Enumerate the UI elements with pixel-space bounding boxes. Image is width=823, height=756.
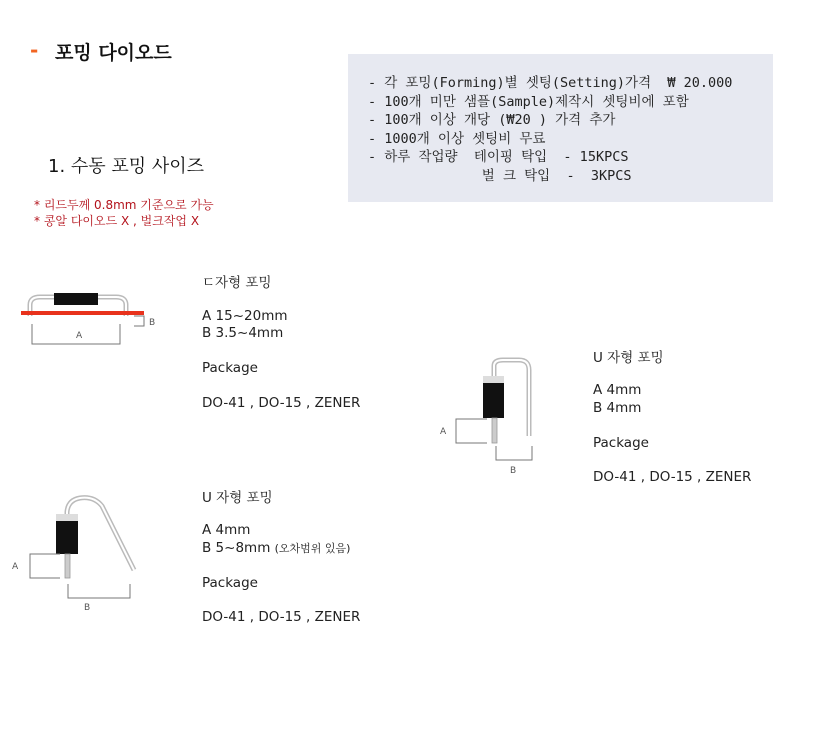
note-lead-thickness: * 리드두께 0.8mm 기준으로 가능 — [34, 198, 214, 212]
u-form-wide-diagram — [8, 492, 158, 614]
notice-line: - 100개 미만 샘플(Sample)제작시 셋팅비에 포함 — [368, 93, 689, 110]
label-b: B — [149, 318, 156, 328]
package-label: Package — [593, 435, 649, 451]
diode-body — [54, 293, 98, 305]
form-title: U 자형 포밍 — [593, 350, 664, 366]
label-a: A — [12, 562, 19, 572]
lead-bottom — [492, 418, 497, 443]
dimension-b-value: B 4mm — [593, 400, 642, 416]
title-bullet: - — [30, 38, 39, 62]
label-b: B — [510, 466, 517, 476]
package-list: DO-41 , DO-15 , ZENER — [202, 395, 361, 411]
tolerance-note: (오차범위 있음) — [274, 542, 351, 555]
notice-line: - 각 포밍(Forming)별 셋팅(Setting)가격 ₩ 20.000 — [368, 75, 733, 91]
dimension-b — [496, 446, 532, 460]
board-line — [21, 311, 144, 315]
form-title: U 자형 포밍 — [202, 490, 273, 506]
notice-line: - 하루 작업량 테이핑 탁입 - 15KPCS — [368, 149, 629, 165]
diode-band — [483, 376, 504, 383]
form-title: ㄷ자형 포밍 — [202, 275, 272, 291]
notice-line: 벌 크 탁입 - 3KPCS — [368, 167, 632, 184]
note-restriction: * 콩알 다이오드 X , 벌크작업 X — [34, 214, 200, 228]
dimension-a-value: A 4mm — [202, 522, 251, 538]
dimension-b-value: B 5~8mm — [202, 540, 271, 556]
dimension-a-value: A 4mm — [593, 382, 642, 398]
package-label: Package — [202, 360, 258, 376]
u-form-diagram — [437, 356, 547, 476]
notice-line: - 1000개 이상 셋팅비 무료 — [368, 130, 546, 147]
package-list: DO-41 , DO-15 , ZENER — [202, 609, 361, 625]
dimension-b-row — [202, 540, 350, 556]
page-title: 포밍 다이오드 — [55, 42, 172, 64]
dimension-b — [134, 316, 144, 326]
notice-line: - 100개 이상 개당 (₩20 ) 가격 추가 — [368, 112, 616, 128]
c-form-diagram — [16, 284, 176, 356]
diode-band — [56, 514, 78, 521]
dimension-a — [456, 419, 487, 443]
package-label: Package — [202, 575, 258, 591]
label-a: A — [76, 331, 83, 341]
pricing-notice-box — [348, 54, 773, 202]
dimension-a-value: A 15~20mm — [202, 308, 288, 324]
lead-bottom — [65, 554, 70, 578]
dimension-b-value: B 3.5~4mm — [202, 325, 284, 341]
label-b: B — [84, 603, 91, 613]
package-list: DO-41 , DO-15 , ZENER — [593, 469, 752, 485]
label-a: A — [440, 427, 447, 437]
dimension-a — [30, 554, 60, 578]
dimension-b — [68, 584, 130, 598]
section-title: 1. 수동 포밍 사이즈 — [48, 156, 205, 177]
